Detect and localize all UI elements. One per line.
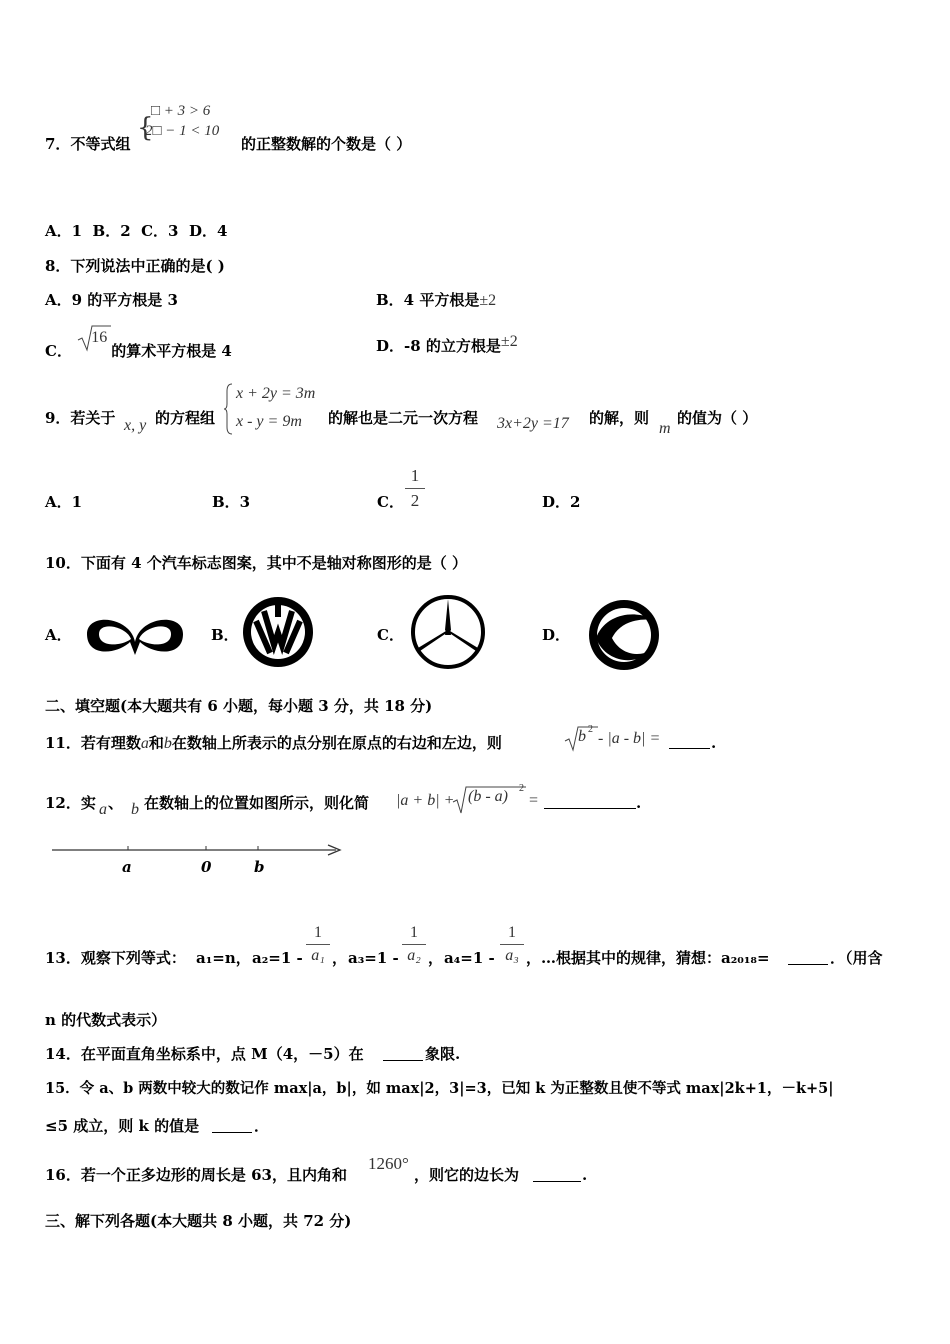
q13-a2: a₂=1 - (252, 949, 303, 967)
q15-line2: ≤5 成立，则 k 的值是 (45, 1117, 200, 1135)
q9-brace-icon (224, 383, 234, 435)
q12-var-b: b (131, 801, 139, 818)
q9-eq2: x - y = 9m (236, 413, 302, 430)
q16-mid: ，则它的边长为 (414, 1166, 520, 1184)
q8-option-a: A．9 的平方根是 3 (45, 291, 178, 309)
q10-stem: 10．下面有 4 个汽车标志图案，其中不是轴对称图形的是（ ） (45, 554, 467, 572)
q13-line2: n 的代数式表示） (45, 1011, 167, 1029)
q9-var-m: m (659, 420, 671, 437)
q7-option-c: C．3 (141, 222, 179, 240)
q12-mid: 在数轴上的位置如图所示，则化简 (144, 794, 370, 812)
q13-end: ．（用含 (830, 949, 883, 967)
mercedes-logo-icon (410, 594, 490, 672)
q15-suffix: ． (254, 1117, 270, 1135)
q13-fraction-3 (500, 924, 524, 965)
q13-f3-denominator: a₃ (505, 947, 519, 964)
q10-label-b: B． (211, 626, 239, 644)
q11-prefix: 11．若有理数 (45, 734, 141, 752)
q10-label-a: A． (45, 626, 72, 644)
q11-var-a: a (140, 735, 149, 752)
q11-blank (669, 734, 710, 749)
q9-eq3: 3x+2y =17 (497, 415, 569, 432)
q8-option-d-value: ±2 (500, 333, 518, 350)
q10-label-d: D． (542, 626, 571, 644)
q8-radicand: 16 (91, 329, 108, 346)
q12-radicand: (b - a) (468, 788, 508, 805)
dongfeng-logo-icon (582, 598, 666, 672)
q15-blank (212, 1118, 252, 1133)
q11-mid: 在数轴上所表示的点分别在原点的右边和左边，则 (171, 734, 502, 752)
q8-option-b-value: ±2 (479, 292, 497, 309)
number-line-label-b: b (254, 858, 265, 876)
q8-radical (77, 329, 111, 356)
q12-prefix: 12．实 (45, 794, 96, 812)
q12-var-a: a (99, 801, 107, 818)
q8-option-b-label: B．4 平方根是 (376, 291, 480, 309)
q9-mid3: 的解，则 (589, 409, 650, 427)
q8-option-c-label: C． (45, 342, 72, 360)
q9-option-c-numerator: 1 (405, 466, 425, 489)
volkswagen-logo-icon (240, 595, 320, 669)
q7-prefix: 不等式组 (70, 135, 131, 153)
q9-mid2: 的解也是二元一次方程 (328, 409, 479, 427)
q7-number: 7． (45, 135, 71, 153)
number-line-label-0: 0 (201, 858, 212, 876)
q12-expression (396, 780, 546, 814)
q13-blank (788, 950, 828, 965)
q12-blank (544, 794, 636, 809)
q9-option-d: D．2 (542, 493, 581, 511)
q11-and: 和 (148, 734, 164, 752)
q7-option-d: D．4 (188, 222, 228, 240)
q7-option-b: B．2 (92, 222, 131, 240)
q9-vars: x, y (124, 417, 147, 434)
q9-prefix: 9．若关于 (45, 409, 116, 427)
q12-exponent: 2 (519, 783, 524, 794)
q13-prefix: 13．观察下列等式： (45, 949, 186, 967)
q7-options (45, 221, 227, 241)
q9-option-b: B．3 (212, 493, 251, 511)
q9-mid: 的方程组 (155, 409, 216, 427)
q9-suffix: 的值为（ ） (677, 409, 758, 427)
q13-f1-numerator: 1 (306, 924, 330, 945)
q13-rest: ，…根据其中的规律，猜想：a₂₀₁₈= (526, 949, 770, 967)
q11-var-b: b (163, 735, 172, 752)
q13-sep2: ， (428, 949, 444, 967)
q13-a1: a₁=n， (196, 949, 251, 967)
q7-brace: { (137, 113, 154, 143)
q12-suffix: . (636, 794, 642, 812)
q7-option-a: A．1 (45, 222, 83, 240)
q8-option-d-label: D．-8 的立方根是 (376, 337, 501, 355)
number-line (50, 840, 346, 880)
q8-option-c (45, 329, 232, 361)
q12-sep: 、 (108, 794, 124, 812)
q7-suffix: 的正整数解的个数是（ ） (241, 135, 412, 153)
q11-rest: - |a - b| = (598, 730, 661, 747)
number-line-label-a: a (122, 858, 132, 876)
q8-option-b (376, 290, 496, 311)
q11-exponent: 2 (588, 724, 593, 735)
q14-blank (383, 1046, 423, 1061)
q16-suffix: . (582, 1166, 588, 1184)
q16-blank (533, 1167, 581, 1182)
q8-stem: 8．下列说法中正确的是( ) (45, 257, 225, 275)
q7-sys-line2: 2□ − 1 < 10 (145, 123, 220, 139)
q14-suffix: 象限. (425, 1045, 461, 1063)
q12-abs-term: |a + b| + (396, 792, 455, 809)
q13-f1-denominator: a₁ (311, 947, 325, 964)
q12-equals: = (529, 792, 539, 809)
q9-option-c-denominator: 2 (410, 491, 420, 510)
section2-heading: 二、填空题(本大题共有 6 小题，每小题 3 分，共 18 分) (45, 697, 433, 715)
q8-option-d (376, 333, 518, 357)
q15-line1: 15．令 a、b 两数中较大的数记作 max|a，b|，如 max|2，3|=3，已知 k 为正整数且使不等式 max|2k+1，－k+5| (45, 1080, 834, 1097)
q11-radicand: b (578, 728, 586, 745)
q9-option-c-fraction (405, 466, 425, 511)
q9-eq1: x + 2y = 3m (236, 385, 316, 402)
q8-option-c-text: 的算术平方根是 4 (111, 342, 232, 360)
q9-option-a: A．1 (45, 493, 83, 511)
q13-sep1: ， (332, 949, 348, 967)
q7-sys-line1: □ + 3 > 6 (151, 103, 211, 119)
q16-prefix: 16．若一个正多边形的周长是 63，且内角和 (45, 1166, 347, 1184)
q7-line (45, 134, 130, 154)
q13-fraction-2 (402, 924, 426, 965)
q11-line (45, 733, 502, 754)
q11-suffix: . (711, 734, 717, 752)
q13-fraction-1 (306, 924, 330, 965)
section3-heading: 三、解下列各题(本大题共 8 小题，共 72 分) (45, 1212, 352, 1230)
q13-f2-denominator: a₂ (407, 947, 421, 964)
q13-f2-numerator: 1 (402, 924, 426, 945)
q16-value: 1260° (368, 1154, 409, 1173)
q13-a4: a₄=1 - (444, 949, 495, 967)
q10-label-c: C． (377, 626, 404, 644)
q14-text: 14．在平面直角坐标系中，点 M（4，－5）在 (45, 1045, 364, 1063)
infiniti-logo-icon (82, 606, 188, 662)
q13-a3: a₃=1 - (348, 949, 399, 967)
q9-option-c: C． (377, 493, 404, 511)
q13-f3-numerator: 1 (500, 924, 524, 945)
